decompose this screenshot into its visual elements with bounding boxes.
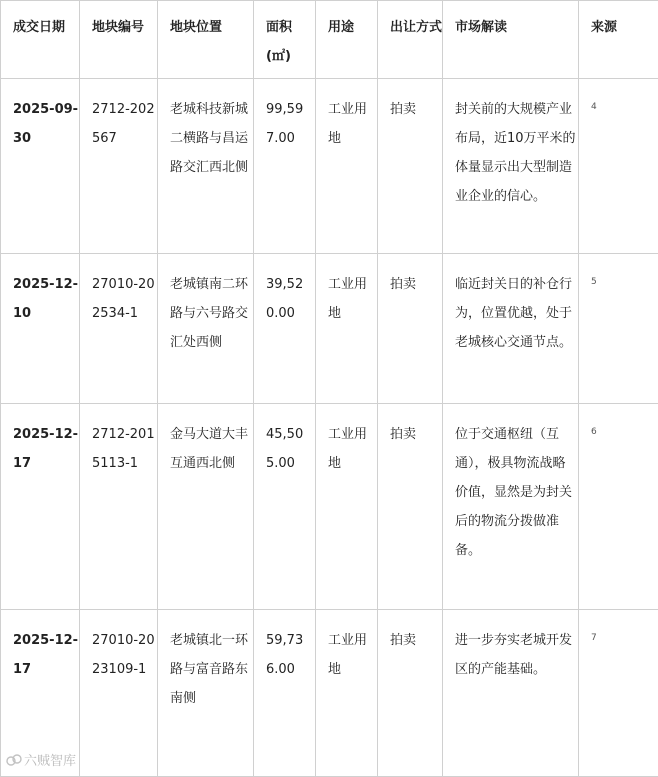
- cell-date: 2025-12-17: [1, 610, 80, 777]
- cell-reading: 临近封关日的补仓行为，位置优越，处于老城核心交通节点。: [443, 254, 579, 404]
- watermark-logo-icon: [6, 753, 22, 767]
- cell-parcel: 2712-202567: [80, 79, 158, 254]
- header-reading: 市场解读: [443, 1, 579, 79]
- cell-source: 7: [579, 610, 658, 777]
- table-row: [1, 79, 658, 254]
- header-location: 地块位置: [158, 1, 254, 79]
- header-use: 用途: [316, 1, 378, 79]
- cell-area: 39,520.00: [254, 254, 316, 404]
- header-area: 面积(㎡): [254, 1, 316, 79]
- cell-date: 2025-09-30: [1, 79, 80, 254]
- cell-source: 5: [579, 254, 658, 404]
- cell-date: 2025-12-10: [1, 254, 80, 404]
- cell-use: 工业用地: [316, 254, 378, 404]
- cell-parcel: 2712-2015113-1: [80, 404, 158, 610]
- cell-date: 2025-12-17: [1, 404, 80, 610]
- watermark-text: 六贼智库: [24, 750, 76, 769]
- header-method: 出让方式: [378, 1, 443, 79]
- header-date: 成交日期: [1, 1, 80, 79]
- cell-use: 工业用地: [316, 404, 378, 610]
- cell-location: 老城镇南二环路与六号路交汇处西侧: [158, 254, 254, 404]
- cell-reading: 位于交通枢纽（互通），极具物流战略价值，显然是为封关后的物流分拨做准备。: [443, 404, 579, 610]
- cell-source: 6: [579, 404, 658, 610]
- cell-parcel: 27010-2023109-1: [80, 610, 158, 777]
- cell-area: 45,505.00: [254, 404, 316, 610]
- cell-reading: 封关前的大规模产业布局，近10万平米的体量显示出大型制造业企业的信心。: [443, 79, 579, 254]
- cell-use: 工业用地: [316, 610, 378, 777]
- cell-location: 金马大道大丰互通西北侧: [158, 404, 254, 610]
- cell-method: 拍卖: [378, 254, 443, 404]
- cell-source: 4: [579, 79, 658, 254]
- watermark: [6, 750, 76, 769]
- cell-location: 老城镇北一环路与富音路东南侧: [158, 610, 254, 777]
- table-header-row: [1, 1, 658, 79]
- header-parcel: 地块编号: [80, 1, 158, 79]
- cell-area: 59,736.00: [254, 610, 316, 777]
- table-row: [1, 254, 658, 404]
- table-row: [1, 404, 658, 610]
- cell-location: 老城科技新城二横路与昌运路交汇西北侧: [158, 79, 254, 254]
- cell-method: 拍卖: [378, 610, 443, 777]
- cell-method: 拍卖: [378, 404, 443, 610]
- cell-use: 工业用地: [316, 79, 378, 254]
- cell-parcel: 27010-202534-1: [80, 254, 158, 404]
- cell-method: 拍卖: [378, 79, 443, 254]
- cell-area: 99,597.00: [254, 79, 316, 254]
- header-source: 来源: [579, 1, 658, 79]
- table-row: [1, 610, 658, 777]
- cell-reading: 进一步夯实老城开发区的产能基础。: [443, 610, 579, 777]
